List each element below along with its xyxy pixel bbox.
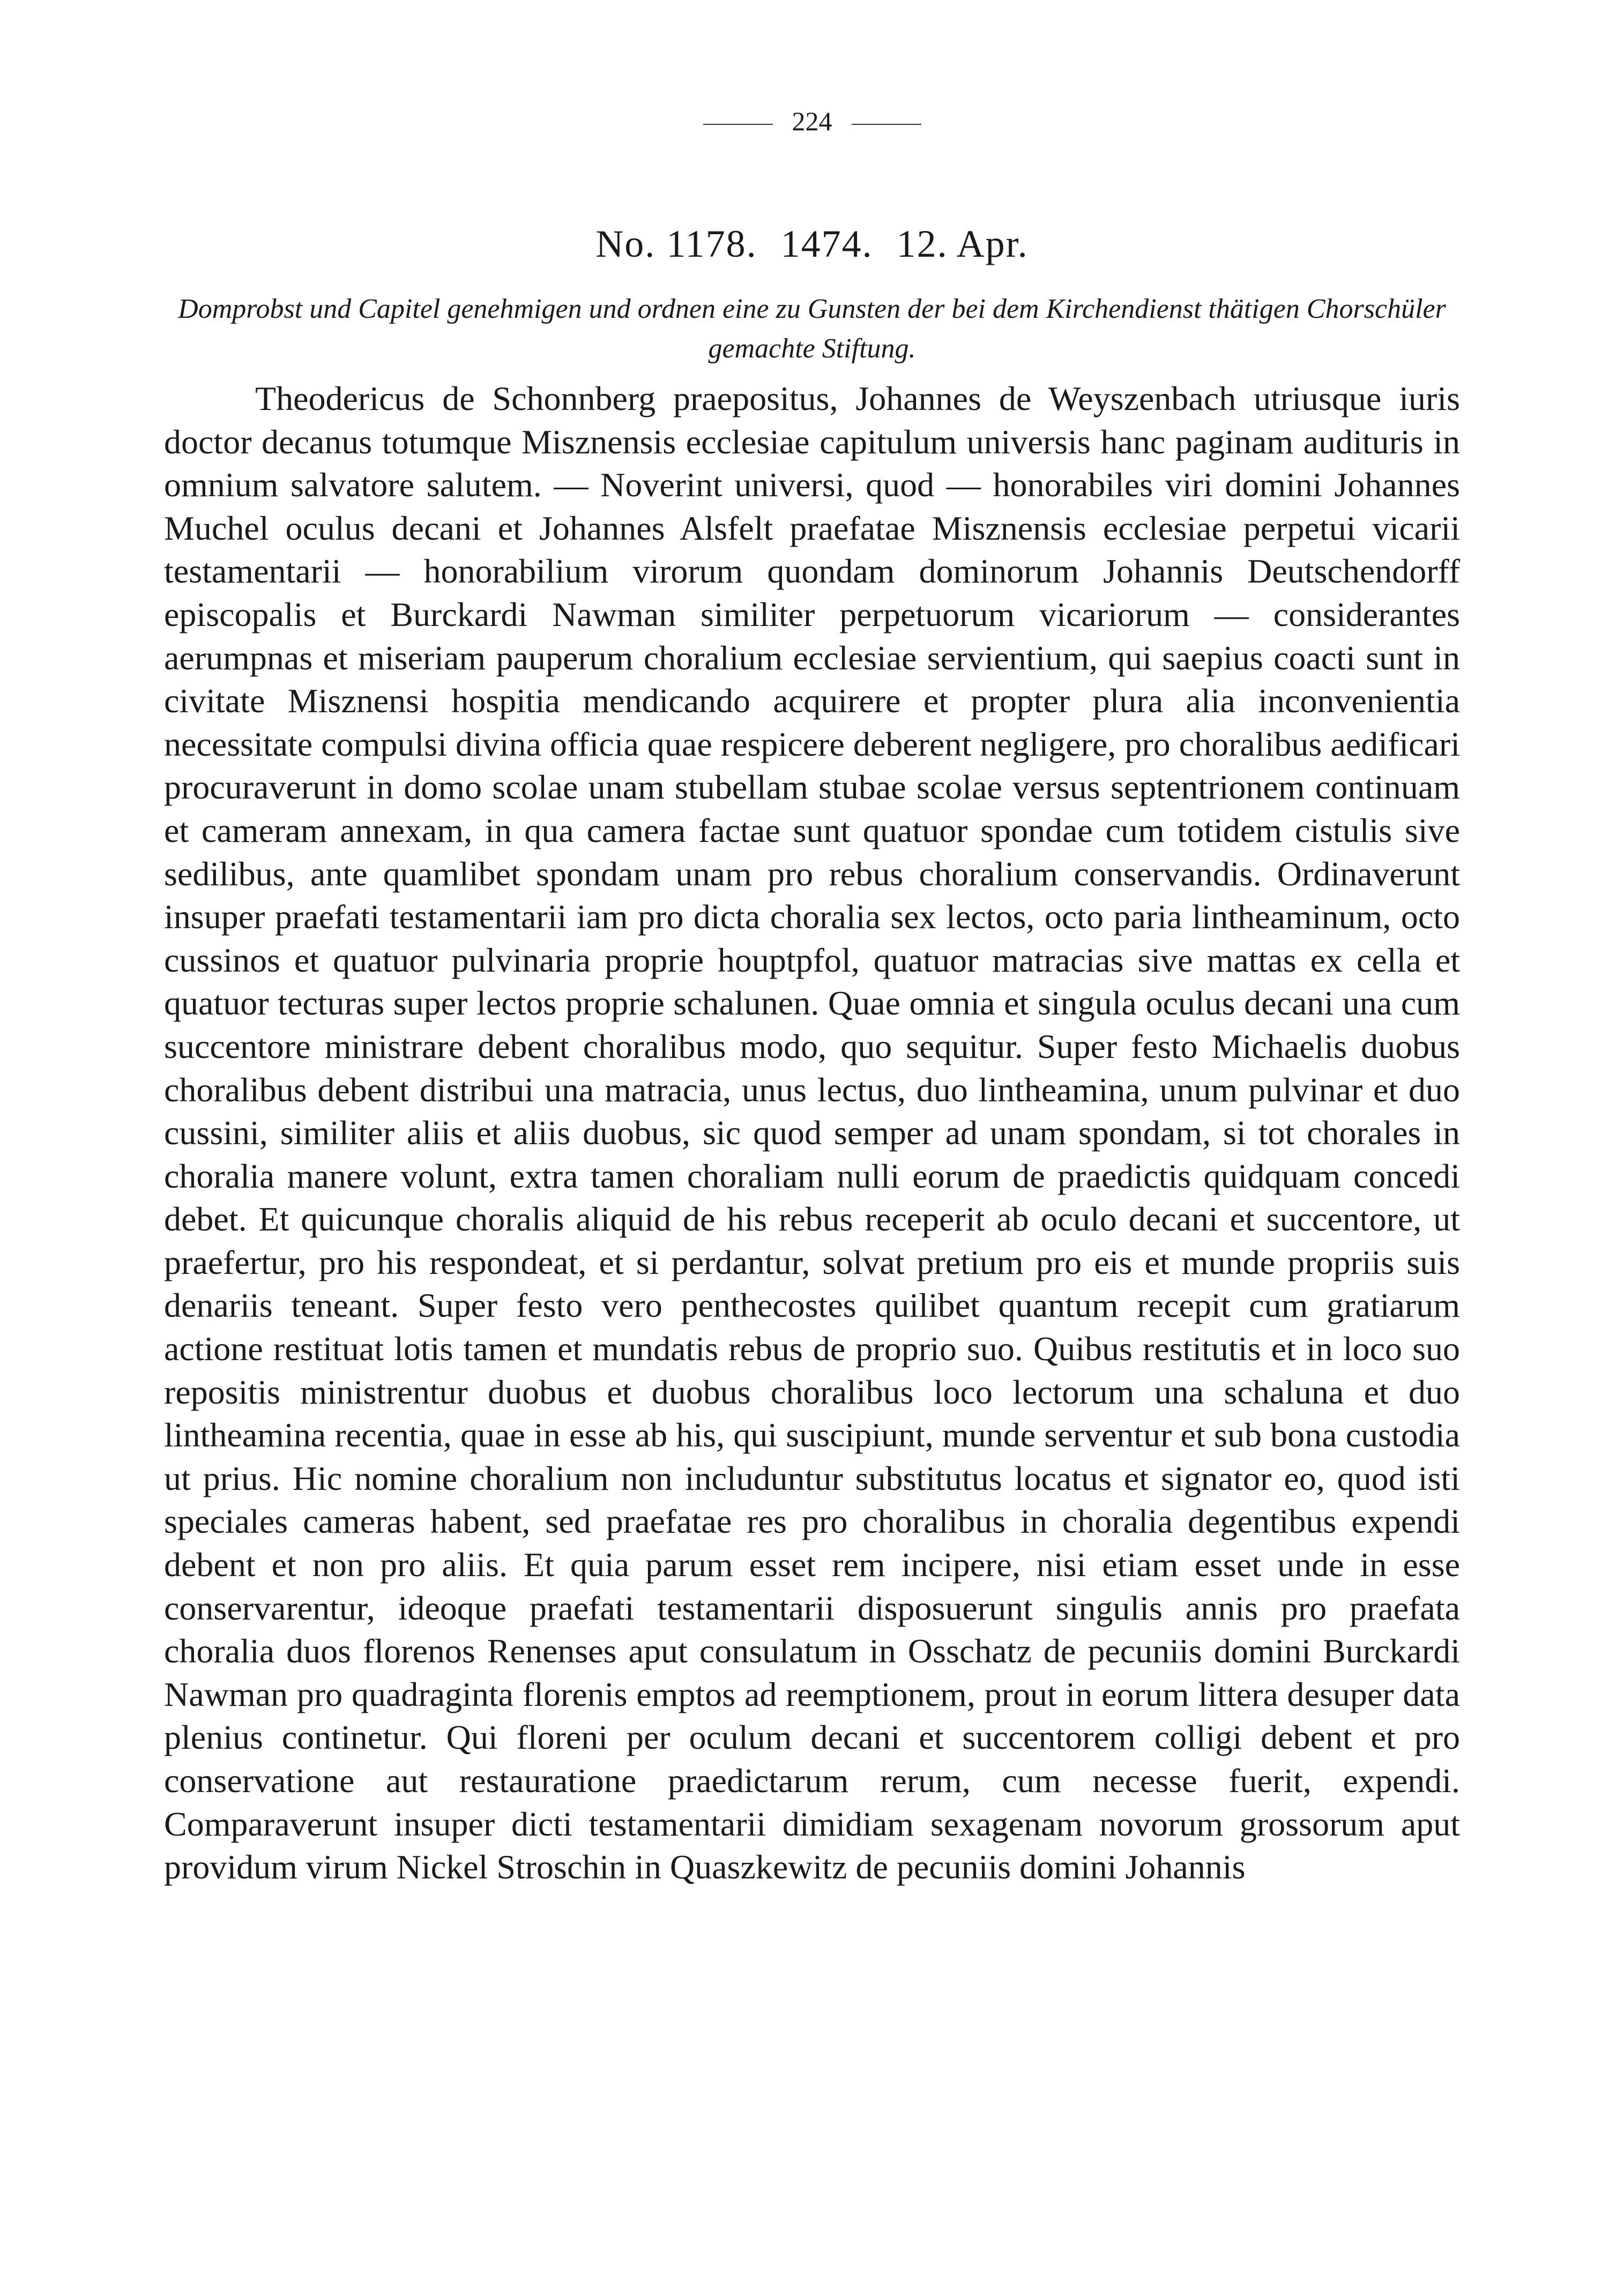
- document-heading: [0, 220, 1624, 268]
- body-paragraph: Theodericus de Schonnberg praepositus, Johannes de Weyszenbach utriusque iuris doctor decanus totumque Misznensis ecclesiae capitulum universis hanc paginam audituris in omnium salvatore salutem. — Noverint universi, quod — honorabiles viri domini Johannes Muchel oculus decani et Johannes Alsfelt praefatae Misznensis ecclesiae perpetui vicarii testamentarii — honorabilium virorum quondam dominorum Johannis Deutschendorff episcopalis et Burckardi Nawman similiter perpetuorum vicariorum — considerantes aerumpnas et miseriam pauperum choralium ecclesiae servientium, qui saepius coacti sunt in civitate Misznensi hospitia mendicando acquirere et propter plura alia inconvenientia necessitate compulsi divina officia quae respicere deberent negligere, pro choralibus aedificari procuraverunt in domo scolae unam stubellam stubae scolae versus septentrionem continuam et cameram annexam, in qua camera factae sunt quatuor spondae cum totidem cistulis sive sedilibus, ante quamlibet spondam unam pro rebus choralium conservandis. Ordinaverunt insuper praefati testamentarii iam pro dicta choralia sex lectos, octo paria lintheaminum, octo cussinos et quatuor pulvinaria proprie houptpfol, quatuor matracias sive mattas ex cella et quatuor tecturas super lectos proprie schalunen. Quae omnia et singula oculus decani una cum succentore ministrare debent choralibus modo, quo sequitur. Super festo Michaelis duobus choralibus debent distribui una matracia, unus lectus, duo lintheamina, unum pulvinar et duo cussini, similiter aliis et aliis duobus, sic quod semper ad unam spondam, si tot chorales in choralia manere volunt, extra tamen choraliam nulli eorum de praedictis quidquam concedi debet. Et quicunque choralis aliquid de his rebus receperit ab oculo decani et succentore, ut praefertur, pro his respondeat, et si perdantur, solvat pretium pro eis et munde propriis suis denariis teneant. Super festo vero penthecostes quilibet quantum recepit cum gratiarum actione restituat lotis tamen et mundatis rebus de proprio suo. Quibus restitutis et in loco suo repositis ministrentur duobus et duobus choralibus loco lectorum una schaluna et duo lintheamina recentia, quae in esse ab his, qui suscipiunt, munde serventur et sub bona custodia ut prius. Hic nomine choralium non includuntur substitutus locatus et signator eo, quod isti speciales cameras habent, sed praefatae res pro choralibus in choralia degentibus expendi debent et non pro aliis. Et quia parum esset rem incipere, nisi etiam esset unde in esse conservarentur, ideoque praefati testamentarii disposuerunt singulis annis pro praefata choralia duos florenos Renenses aput consulatum in Osschatz de pecuniis domini Burckardi Nawman pro quadraginta florenis emptos ad reemptionem, prout in eorum littera desuper data plenius continetur. Qui floreni per oculum decani et succentorem colligi debent et pro conservatione aut restauratione praedictarum rerum, cum necesse fuerit, expendi. Comparaverunt insuper dicti testamentarii dimidiam sexagenam novorum grossorum aput providum virum Nickel Stroschin in Quaszkewitz de pecuniis domini Johannis: [164, 379, 1460, 1886]
- document-summary: Domprobst und Capitel genehmigen und ordnen eine zu Gunsten der bei dem Kirchendienst thätigen Chorschüler gemachte Stiftung.: [178, 294, 1446, 364]
- document-number: No. 1178.: [595, 222, 757, 265]
- document-date: 12. Apr.: [896, 222, 1029, 265]
- document-body: [164, 377, 1460, 1889]
- page-number: 224: [792, 106, 832, 136]
- document-year: 1474.: [780, 222, 873, 265]
- page-header: [0, 105, 1624, 137]
- header-rule-left: [703, 124, 773, 125]
- header-rule-right: [852, 124, 921, 125]
